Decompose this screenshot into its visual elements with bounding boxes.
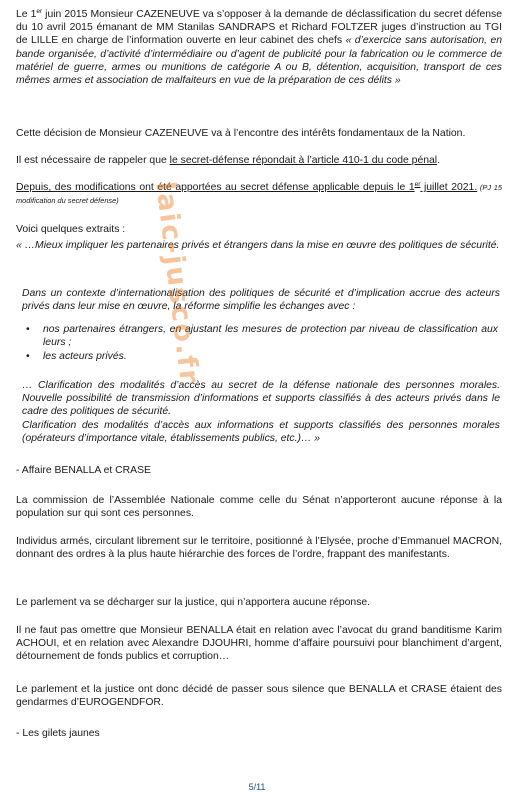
paragraph-cazeneuve-decision — [16, 8, 502, 87]
quote-clarification: … Clarification des modalités d’accès au secret de la défense nationale des personnes morales. Nouvelle possibilité de transmission d’informations et supports classifiés à des acteurs privés dans le cadre des politiques de sécurité. — [22, 380, 500, 418]
quote-clarification-acces: Clarification des modalités d’accès aux informations et supports classifiés des personnes morales (opérateurs d’importance vitale, établissements publics, etc.)… » — [22, 420, 500, 445]
superscript: er — [414, 181, 421, 188]
bullet-icon: • — [26, 324, 30, 335]
section-heading-benalla: - Affaire BENALLA et CRASE — [16, 465, 151, 476]
paragraph-parlement-justice: Le parlement va se décharger sur la justice, qui n’apportera aucune réponse. — [16, 597, 371, 608]
text-fragment: Il est nécessaire de rappeler que — [16, 155, 170, 166]
paragraph-interets-nation: Cette décision de Monsieur CAZENEUVE va à l’encontre des intérêts fondamentaux de la Nation. — [16, 128, 466, 139]
quote-mieux-impliquer: « …Mieux impliquer les partenaires privés et étrangers dans la mise en œuvre des politiques de sécurité. — [16, 240, 500, 251]
paragraph-commission: La commission de l’Assemblée Nationale comme celle du Sénat n’apporteront aucune réponse à la population sur qui sont ces personnes. — [16, 495, 502, 520]
italic-quote: « d’exercice sans autorisation, en bande organisée, d’activité d’intermédiaire ou d’agent de publicité pour la fabrication ou le commerce de matériel de guerre, armes ou munitions de catégorie A ou B, détention, acquisition, transport de ces mêmes armes et association de malfaiteurs en vue de la préparation de ces délits » — [16, 35, 502, 87]
pj-note: (PJ 15 modification du secret défense) — [16, 183, 502, 206]
bullet-icon: • — [26, 351, 30, 362]
quote-contexte: Dans un contexte d’internationalisation des politiques de sécurité et d’implication accrue des acteurs privés dans leur mise en œuvre, la réforme simplifie les échanges avec : — [22, 288, 500, 313]
text-fragment: juin 2015 Monsieur CAZENEUVE va s’opposer à la demande de déclassification du secret défense du 10 avril 2015 émanant de MM Stanilas SANDRAPS et Richard FOLTZER juges d’instruction au TGI de LILLE en charge de l’information ouverte en leur cabinet des chefs — [16, 9, 502, 47]
underlined-text: Depuis, des modifications ont été apportées au secret défense applicable depuis le 1 — [16, 182, 415, 193]
bullet-text: nos partenaires étrangers, en ajustant les mesures de protection par niveau de classification aux leurs ; — [43, 324, 498, 349]
underlined-text: le secret-défense répondait à l’article 410-1 du code pénal — [169, 155, 438, 166]
paragraph-article-410-1: Il est nécessaire de rappeler que le secret-défense répondait à l’article 410-1 du code pénal. — [16, 155, 440, 166]
section-heading-gilets-jaunes: - Les gilets jaunes — [16, 728, 100, 739]
paragraph-eurogendfor: Le parlement et la justice ont donc décidé de passer sous silence que BENALLA et CRASE étaient des gendarmes d’EUROGENDFOR. — [16, 684, 502, 709]
paragraph-relations-benalla: Il ne faut pas omettre que Monsieur BENALLA était en relation avec l’avocat du grand banditisme Karim ACHOUI, et en relation avec Alexandre DJOUHRI, homme d’affaire poursuivi pour blanchiment d’argent, détournement de fonds publics et corruption… — [16, 625, 502, 663]
superscript: er — [36, 8, 43, 15]
page-number: 5/11 — [248, 782, 266, 792]
text-fragment: Le 1 — [16, 9, 37, 20]
bullet-text: les acteurs privés. — [43, 351, 127, 362]
watermark: laic-jusco.fr — [149, 180, 205, 387]
paragraph-individus-armes: Individus armés, circulant librement sur le territoire, positionné à l’Elysée, proche d’Emmanuel MACRON, donnant des ordres à la plus haute hiérarchie des forces de l’ordre, frappant des manifestants. — [16, 536, 502, 561]
underlined-text: juillet 2021. — [420, 182, 478, 193]
paragraph-extraits-intro: Voici quelques extraits : — [16, 224, 126, 235]
paragraph-modifications-2021 — [16, 181, 502, 207]
